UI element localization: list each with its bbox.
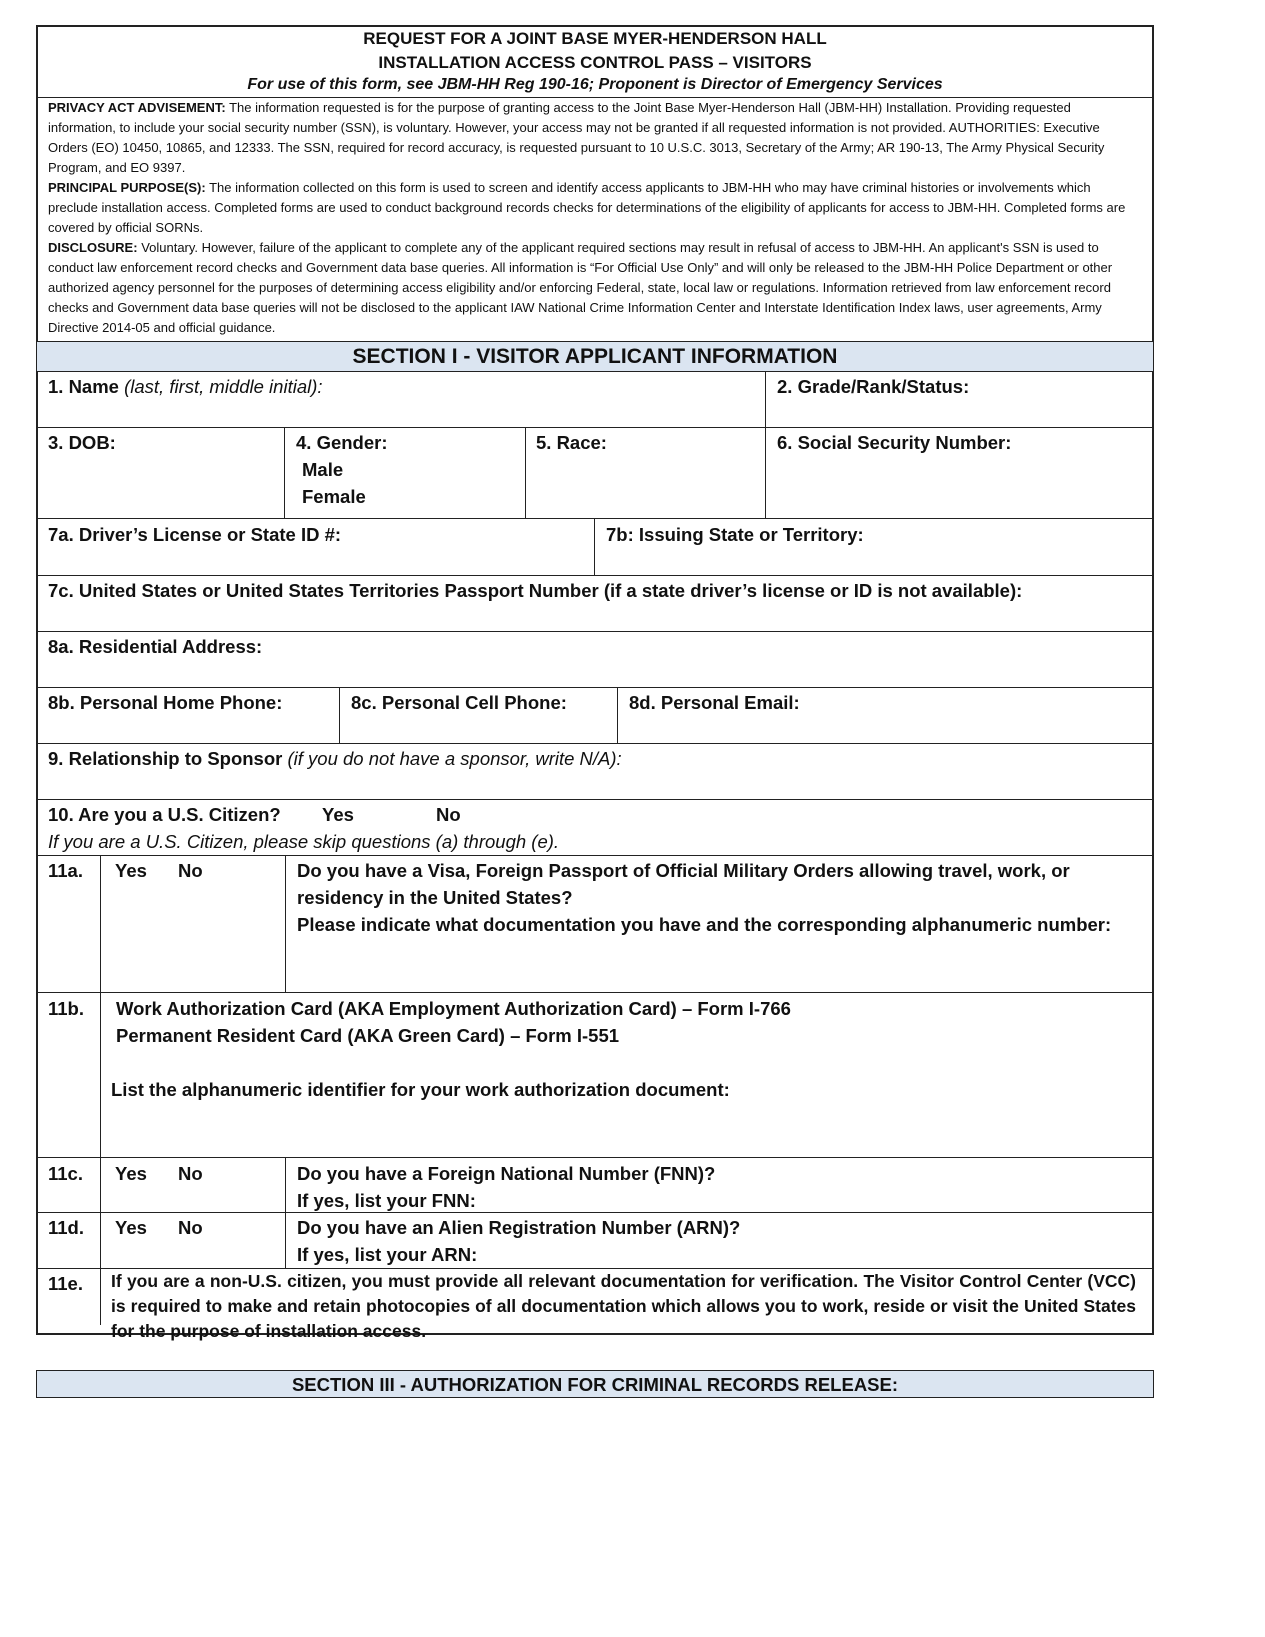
dob-field-label[interactable]: 3. DOB: — [48, 432, 116, 453]
divider — [36, 427, 1154, 428]
divider — [617, 687, 618, 743]
divider — [36, 1212, 1154, 1213]
divider — [284, 427, 285, 518]
form-proponent-line: For use of this form, see JBM-HH Reg 190-16; Proponent is Director of Emergency Services — [247, 76, 943, 93]
q11d-no-option[interactable]: No — [178, 1217, 203, 1238]
passport-field-label[interactable]: 7c. United States or United States Territories Passport Number (if a state driver’s license or ID is not available): — [48, 580, 1023, 601]
q11c-yes-option[interactable]: Yes — [115, 1163, 147, 1184]
divider — [765, 427, 766, 518]
divider — [525, 427, 526, 518]
divider — [36, 992, 1154, 993]
privacy-block — [38, 98, 1152, 338]
gender-option-male[interactable]: Male — [302, 459, 344, 480]
divider — [339, 687, 340, 743]
issuing-state-field-label[interactable]: 7b: Issuing State or Territory: — [606, 524, 864, 545]
q11a-question: Do you have a Visa, Foreign Passport of Official Military Orders allowing travel, work, or residency in the United States? Please indicate what documentation you have and the corresponding alphanumeric number: — [297, 860, 1112, 935]
divider — [36, 687, 1154, 688]
email-field-label[interactable]: 8d. Personal Email: — [629, 692, 800, 713]
citizen-question: 10. Are you a U.S. Citizen? — [48, 804, 281, 825]
license-field-label[interactable]: 7a. Driver’s License or State ID #: — [48, 524, 342, 545]
sponsor-field-label[interactable]: 9. Relationship to Sponsor (if you do not have a sponsor, write N/A): — [48, 748, 622, 769]
work-auth-id-label[interactable]: List the alphanumeric identifier for your work authorization document: — [111, 1079, 730, 1100]
gender-option-female[interactable]: Female — [302, 486, 366, 507]
section1-title: SECTION I - VISITOR APPLICANT INFORMATION — [352, 345, 838, 368]
section1-header — [37, 341, 1153, 372]
race-field-label[interactable]: 5. Race: — [536, 432, 607, 453]
ssn-field-label[interactable]: 6. Social Security Number: — [777, 432, 1012, 453]
divider — [36, 518, 1154, 519]
disclosure: DISCLOSURE: Voluntary. However, failure of the applicant to complete any of the applicant required sections may result in refusal of access to JBM-HH. An applicant's SSN is used to conduct law enforcement record checks and Government data base queries. All information is “For Official Use Only” and will only be released to the JBM-HH Police Department or other authorized agency personnel for the purposes of determining access eligibility and/or enforcing Federal, state, local law or regulations. Information retrieved from law enforcement record checks and Government data base queries will not be disclosed to the applicant IAW National Crime Information Center and Interstate Identification Index laws, user agreements, Army Directive 2014-05 and official guidance. — [48, 240, 1113, 335]
divider — [36, 631, 1154, 632]
divider — [765, 371, 766, 427]
divider — [36, 855, 1154, 856]
citizen-no-option[interactable]: No — [436, 804, 461, 825]
principal-purpose: PRINCIPAL PURPOSE(S): The information collected on this form is used to screen and identify access applicants to JBM-HH who may have criminal histories or involvements which preclude installation access. Completed forms are used to conduct background records checks for determinations of the eligibility of applicants for access to JBM-HH. Completed forms are covered by official SORNs. — [48, 180, 1126, 235]
divider — [36, 575, 1154, 576]
divider — [100, 855, 101, 1325]
form-title-line1: REQUEST FOR A JOINT BASE MYER-HENDERSON HALL — [363, 29, 827, 48]
green-card-option[interactable]: Permanent Resident Card (AKA Green Card) – Form I-551 — [116, 1025, 620, 1046]
section3-header — [36, 1370, 1154, 1398]
q11e-number: 11e. — [48, 1273, 83, 1294]
divider — [285, 855, 286, 992]
privacy-advisement: PRIVACY ACT ADVISEMENT: The information requested is for the purpose of granting access to the Joint Base Myer-Henderson Hall (JBM-HH) Installation. Providing requested information, to include your social security number (SSN), is voluntary. However, your access may not be granted if all requested information is not provided. AUTHORITIES: Executive Orders (EO) 10450, 10865, and 12333. The SSN, required for record accuracy, is requested pursuant to 10 U.S.C. 3013, Secretary of the Army; AR 190-13, The Army Physical Security Program, and EO 9397. — [48, 100, 1105, 175]
divider — [594, 518, 595, 575]
form-title-line2: INSTALLATION ACCESS CONTROL PASS – VISITORS — [378, 53, 812, 72]
q11c-no-option[interactable]: No — [178, 1163, 203, 1184]
q11c-question: Do you have a Foreign National Number (FNN)? If yes, list your FNN: — [297, 1163, 716, 1211]
q11a-number: 11a. — [48, 860, 83, 881]
citizen-skip-note: If you are a U.S. Citizen, please skip questions (a) through (e). — [48, 831, 560, 852]
section3-title: SECTION III - AUTHORIZATION FOR CRIMINAL RECORDS RELEASE: — [291, 1374, 899, 1395]
cell-phone-field-label[interactable]: 8c. Personal Cell Phone: — [351, 692, 567, 713]
work-auth-card-option[interactable]: Work Authorization Card (AKA Employment Authorization Card) – Form I-766 — [116, 998, 791, 1019]
grade-field-label[interactable]: 2. Grade/Rank/Status: — [777, 376, 970, 397]
q11a-yes-option[interactable]: Yes — [115, 860, 147, 881]
divider — [36, 799, 1154, 800]
name-field-label[interactable]: 1. Name (last, first, middle initial): — [48, 376, 323, 397]
citizen-yes-option[interactable]: Yes — [322, 804, 354, 825]
q11d-yes-option[interactable]: Yes — [115, 1217, 147, 1238]
q11e-text: If you are a non-U.S. citizen, you must provide all relevant documentation for verification. The Visitor Control Center (VCC) is required to make and retain photocopies of all documentation which allows you to work, reside or visit the United States for the purpose of installation access. — [111, 1271, 1136, 1341]
address-field-label[interactable]: 8a. Residential Address: — [48, 636, 263, 657]
divider — [36, 1157, 1154, 1158]
home-phone-field-label[interactable]: 8b. Personal Home Phone: — [48, 692, 283, 713]
q11b-number: 11b. — [48, 998, 84, 1019]
form-header — [38, 27, 1152, 95]
q11c-number: 11c. — [48, 1163, 83, 1184]
divider — [36, 743, 1154, 744]
q11d-question: Do you have an Alien Registration Number (ARN)? If yes, list your ARN: — [297, 1217, 741, 1265]
q11d-number: 11d. — [48, 1217, 84, 1238]
q11a-no-option[interactable]: No — [178, 860, 203, 881]
divider — [36, 371, 1154, 372]
gender-field-label: 4. Gender: — [296, 432, 388, 453]
